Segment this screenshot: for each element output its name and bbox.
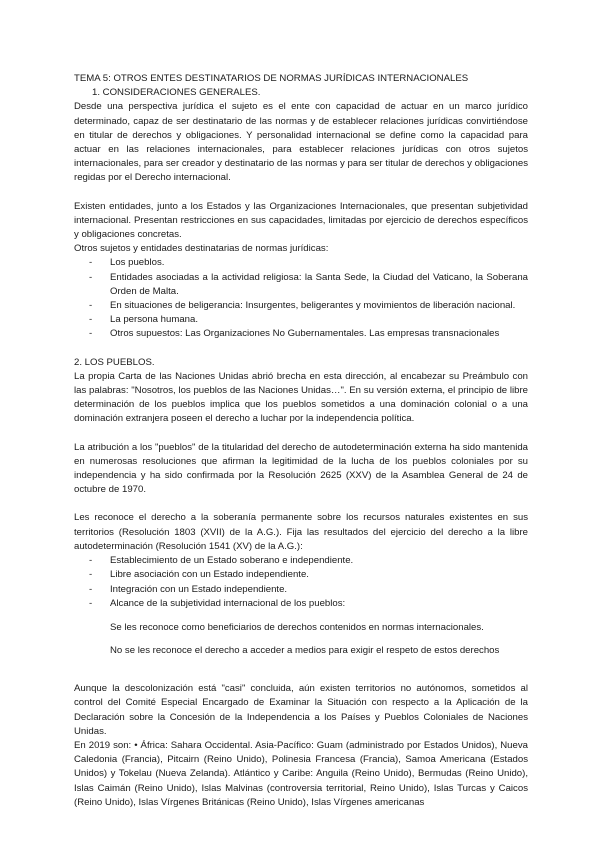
list-item: - Integración con un Estado independiente. (74, 583, 528, 597)
list-item: - Libre asociación con un Estado independiente. (74, 568, 528, 582)
list-item: - Entidades asociadas a la actividad religiosa: la Santa Sede, la Ciudad del Vaticano, la Soberana Orden de Malta. (74, 271, 528, 299)
section2-paragraph-4: Aunque la descolonización está "casi" concluida, aún existen territorios no autónomos, sometidos al control del Comité Especial Encargado de Examinar la Situación con respecto a la Aplicación de la Declaración sobre la Concesión de la Independencia a los Países y Pueblos Coloniales de Naciones Unidas. (74, 683, 528, 737)
sub-item-2: No se les reconoce el derecho a acceder a medios para exigir el respeto de estos derechos (110, 645, 500, 657)
document-title: TEMA 5: OTROS ENTES DESTINATARIOS DE NORMAS JURÍDICAS INTERNACIONALES (74, 73, 469, 84)
list-item: - Los pueblos. (74, 256, 528, 270)
section1-paragraph-2: Existen entidades, junto a los Estados y las Organizaciones Internacionales, que presentan subjetividad internacional. Presentan restricciones en sus capacidades, limitadas por ejercicio de derechos específicos y obligaciones concretas. (74, 200, 528, 241)
section1-paragraph-3: Otros sujetos y entidades destinatarias de normas jurídicas: (74, 243, 329, 255)
section2-paragraph-2: La atribución a los "pueblos" de la titularidad del derecho de autodeterminación externa ha sido mantenida en numerosas resoluciones que afirman la legitimidad de la lucha de los pueblos coloniales por su independencia y ha sido confirmada por la Resolución 2625 (XXV) de la Asamblea General de 24 de octubre de 1970. (74, 441, 528, 496)
list-item: - Establecimiento de un Estado soberano e independiente. (74, 554, 528, 568)
section2-paragraph-5: En 2019 son: • África: Sahara Occidental. Asia-Pacífico: Guam (administrado por Estados Unidos), Nueva Caledonia (Francia), Pitcairn (Reino Unido), Polinesia Francesa (Francia), Samoa Americana (Estados Unidos) y Tokelau (Nueva Zelanda). Atlántico y Caribe: Anguila (Reino Unido), Bermudas (Reino Unido), Islas Caimán (Reino Unido), Islas Malvinas (controversia territorial, Reino Unido), Islas Turcas y Caicos (Reino Unido), Islas Vírgenes Británicas (Reino Unido), Islas Vírgenes americanas (74, 739, 528, 808)
autodetermination-list (74, 554, 528, 611)
section1-paragraph-1: Desde una perspectiva jurídica el sujeto es el ente con capacidad de actuar en un marco jurídico determinado, capaz de ser destinatario de las normas y de establecer relaciones jurídicas convirtiéndose en titular de derechos y obligaciones. Y personalidad internacional se define como la capacidad para actuar en las relaciones internacionales, para establecer relaciones jurídicas con otros sujetos internacionales, para ser creador y destinatario de las normas y para ser titular de derechos y obligaciones regidas por el Derecho internacional. (74, 101, 528, 184)
section1-heading: 1. CONSIDERACIONES GENERALES. (92, 87, 261, 99)
list-item: - En situaciones de beligerancia: Insurgentes, beligerantes y movimientos de liberación nacional. (74, 299, 528, 313)
entities-list (74, 256, 528, 341)
document-page (74, 72, 528, 810)
list-item: - Otros supuestos: Las Organizaciones No Gubernamentales. Las empresas transnacionales (74, 327, 528, 341)
list-item: - La persona humana. (74, 313, 528, 327)
section2-paragraph-3: Les reconoce el derecho a la soberanía permanente sobre los recursos naturales existentes en sus territorios (Resolución 1803 (XVII) de la A.G.). Fija las resultados del ejercicio del derecho a la libre autodeterminación (Resolución 1541 (XV) de la A.G.): (74, 512, 528, 552)
section2-heading: 2. LOS PUEBLOS. (74, 356, 155, 368)
sub-item-1: Se les reconoce como beneficiarios de derechos contenidos en normas internacionales. (110, 621, 484, 633)
list-item: - Alcance de la subjetividad internacional de los pueblos: (74, 597, 528, 611)
section2-paragraph-1: La propia Carta de las Naciones Unidas abrió brecha en esta dirección, al encabezar su Preámbulo con las palabras: "Nosotros, los pueblos de las Naciones Unidas…". En su versión externa, el principio de libre determinación de los pueblos implica que los pueblos sometidos a una dominación colonial o a una dominación extranjera poseen el derecho a luchar por la independencia política. (74, 370, 528, 425)
